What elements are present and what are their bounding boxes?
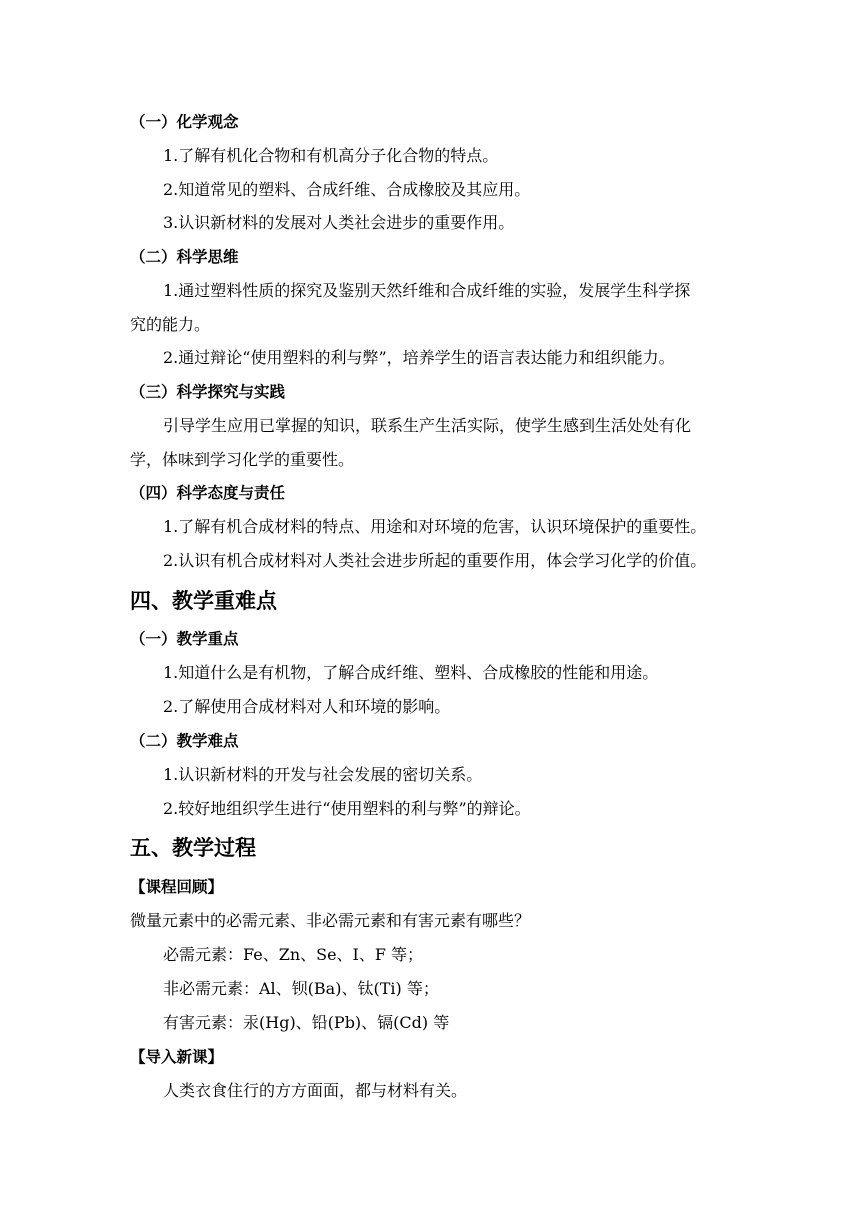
section-title-key-points: 四、教学重难点 (130, 589, 277, 613)
list-item: 有害元素：汞(Hg)、铅(Pb)、镉(Cd) 等 (163, 1013, 450, 1032)
paragraph-line: 人类衣食住行的方方面面，都与材料有关。 (163, 1081, 468, 1100)
heading-intro: 【导入新课】 (130, 1048, 224, 1066)
list-item: 必需元素：Fe、Zn、Se、I、F 等； (163, 945, 424, 964)
section-title-process: 五、教学过程 (130, 836, 256, 860)
heading-review: 【课程回顾】 (130, 878, 224, 896)
list-item: 1.认识新材料的开发与社会发展的密切关系。 (163, 765, 483, 784)
heading-key-points: （一）教学重点 (130, 630, 239, 648)
list-item: 2.较好地组织学生进行“使用塑料的利与弊”的辩论。 (163, 799, 531, 818)
heading-sci-inquiry: （三）科学探究与实践 (130, 383, 286, 401)
list-item: 1.了解有机合成材料的特点、用途和对环境的危害，认识环境保护的重要性。 (163, 517, 707, 536)
list-item: 1.通过塑料性质的探究及鉴别天然纤维和合成纤维的实验，发展学生科学探 (163, 281, 691, 300)
review-question: 微量元素中的必需元素、非必需元素和有害元素有哪些？ (130, 911, 531, 930)
list-item: 2.通过辩论“使用塑料的利与弊”，培养学生的语言表达能力和组织能力。 (163, 348, 675, 367)
heading-difficulties: （二）教学难点 (130, 732, 239, 750)
list-item: 1.知道什么是有机物，了解合成纤维、塑料、合成橡胶的性能和用途。 (163, 663, 659, 682)
list-item-continuation: 究的能力。 (130, 315, 211, 334)
paragraph-line: 学，体味到学习化学的重要性。 (130, 450, 355, 469)
paragraph-line: 引导学生应用已掌握的知识，联系生产生活实际，使学生感到生活处处有化 (163, 416, 692, 435)
heading-sci-attitude: （四）科学态度与责任 (130, 484, 286, 502)
list-item: 2.知道常见的塑料、合成纤维、合成橡胶及其应用。 (163, 180, 531, 199)
list-item: 2.认识有机合成材料对人类社会进步所起的重要作用，体会学习化学的价值。 (163, 551, 707, 570)
list-item: 2.了解使用合成材料对人和环境的影响。 (163, 697, 451, 716)
heading-sci-thinking: （二）科学思维 (130, 248, 239, 266)
list-item: 1.了解有机化合物和有机高分子化合物的特点。 (163, 146, 499, 165)
heading-chem-concept: （一）化学观念 (130, 113, 239, 131)
list-item: 非必需元素：Al、钡(Ba)、钛(Ti) 等； (163, 979, 439, 998)
list-item: 3.认识新材料的发展对人类社会进步的重要作用。 (163, 213, 515, 232)
